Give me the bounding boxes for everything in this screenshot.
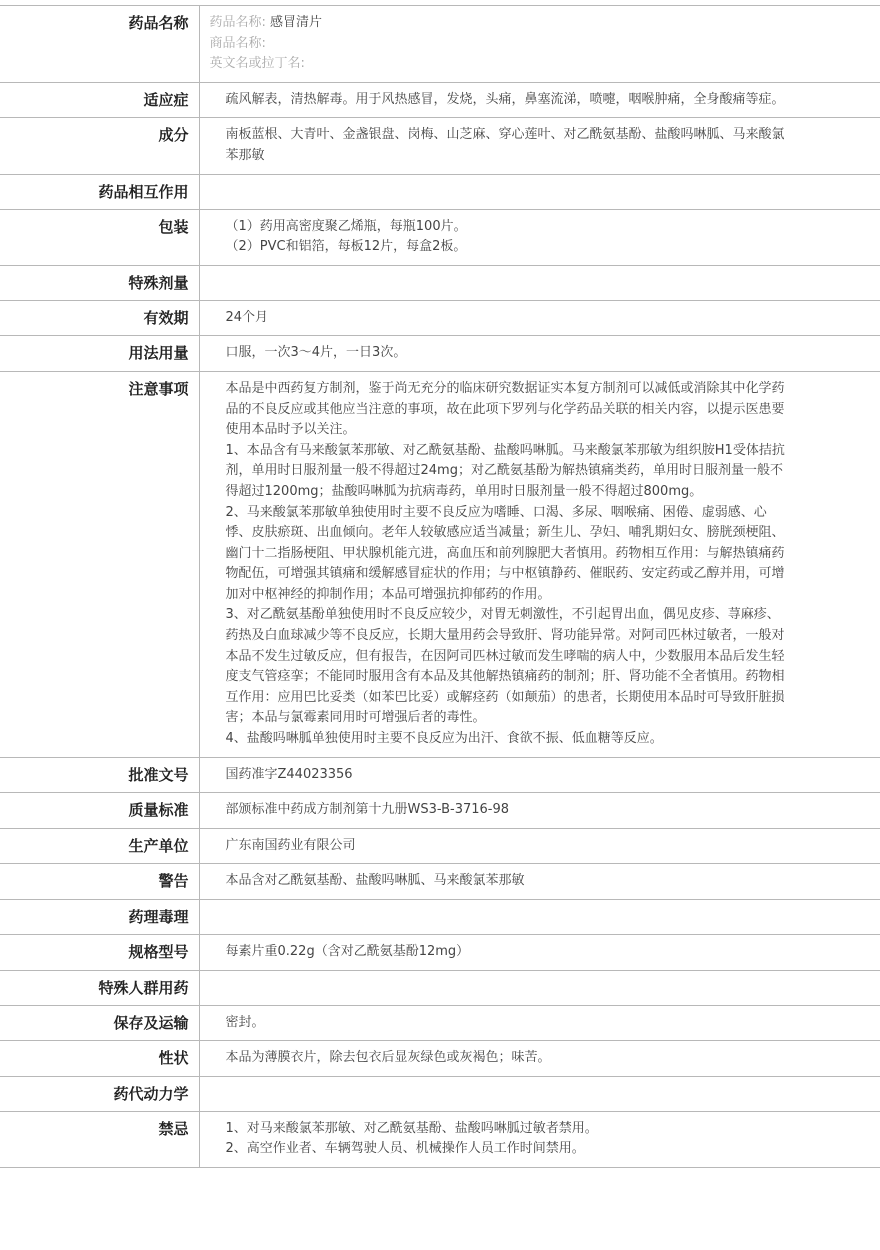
- indications-label: 适应症: [0, 82, 199, 118]
- indications-value: 疏风解表，清热解毒。用于风热感冒，发烧，头痛，鼻塞流涕，喷嚏，咽喉肿痛，全身酸痛等症。: [199, 82, 880, 118]
- appearance-label: 性状: [0, 1041, 199, 1077]
- precautions-paragraph: 2、马来酸氯苯那敏单独使用时主要不良反应为嗜睡、口渴、多尿、咽喉痛、困倦、虚弱感、心悸、皮肤瘀斑、出血倾向。老年人较敏感应适当减量；新生儿、孕妇、哺乳期妇女、膀胱颈梗阻、幽门十二指肠梗阻、甲状腺机能亢进，高血压和前列腺肥大者慎用。药物相互作用：与解热镇痛药物配伍，可增强其镇痛和缓解感冒症状的作用；与中枢镇静药、催眠药、安定药或乙醇并用，可增加对中枢神经的抑制作用；本品可增强抗抑郁药的作用。: [225, 504, 785, 602]
- approval-label: 批准文号: [0, 757, 199, 793]
- row-appearance: [0, 1041, 880, 1077]
- precautions-paragraph: 本品是中西药复方制剂，鉴于尚无充分的临床研究数据证实本复方制剂可以减低或消除其中化学药品的不良反应或其他应当注意的事项，故在此项下罗列与化学药品关联的相关内容，以提示医患要使用本品时予以关注。: [225, 380, 785, 438]
- row-storage: [0, 1005, 880, 1041]
- pharmacology-value: [199, 900, 880, 935]
- row-drug-name: [0, 6, 880, 83]
- special-dosage-label: 特殊剂量: [0, 265, 199, 300]
- warning-value: 本品含对乙酰氨基酚、盐酸吗啉胍、马来酸氯苯那敏: [199, 864, 880, 900]
- row-pharmacokinetics: [0, 1076, 880, 1111]
- row-ingredients: [0, 118, 880, 174]
- validity-label: 有效期: [0, 300, 199, 336]
- row-interactions: [0, 174, 880, 209]
- special-population-value: [199, 970, 880, 1005]
- drug-name-value: [199, 6, 880, 83]
- manufacturer-value: 广东南国药业有限公司: [199, 828, 880, 864]
- precautions-paragraph: 1、本品含有马来酸氯苯那敏、对乙酰氨基酚、盐酸吗啉胍。马来酸氯苯那敏为组织胺H1受体拮抗剂，单用时日服剂量一般不得超过24mg；对乙酰氨基酚为解热镇痛类药，单用时日服剂量一般不得超过1200mg；盐酸吗啉胍为抗病毒药，单用时日服剂量一般不得超过800mg。: [225, 442, 785, 499]
- interactions-value: [199, 174, 880, 209]
- pharmacokinetics-value: [199, 1076, 880, 1111]
- precautions-value: [199, 371, 880, 757]
- usage-label: 用法用量: [0, 336, 199, 372]
- precautions-paragraph: 3、对乙酰氨基酚单独使用时不良反应较少，对胃无刺激性，不引起胃出血，偶见皮疹、荨麻疹、药热及白血球减少等不良反应，长期大量用药会导致肝、肾功能异常。对阿司匹林过敏者，一般对本品不发生过敏反应，但有报告，在因阿司匹林过敏而发生哮喘的病人中，少数服用本品后发生轻度支气管痉挛；不能同时服用含有本品及其他解热镇痛药的制剂；肝、肾功能不全者慎用。药物相互作用：应用巴比妥类（如苯巴比妥）或解痉药（如颠茄）的患者，长期使用本品时可导致肝脏损害；本品与氯霉素同用时可增强后者的毒性。: [225, 607, 785, 726]
- row-specification: [0, 935, 880, 971]
- row-manufacturer: [0, 828, 880, 864]
- row-approval: [0, 757, 880, 793]
- drug-info-table: [0, 5, 880, 1168]
- generic-name-line: [210, 13, 791, 34]
- drug-name-label: 药品名称: [0, 6, 199, 83]
- warning-label: 警告: [0, 864, 199, 900]
- trade-name-label: 商品名称:: [209, 35, 266, 51]
- ingredients-label: 成分: [0, 118, 199, 174]
- row-validity: [0, 300, 880, 336]
- contraindications-value: [199, 1111, 880, 1167]
- special-dosage-value: [199, 265, 880, 300]
- storage-value: 密封。: [199, 1005, 880, 1041]
- standard-label: 质量标准: [0, 793, 199, 829]
- ingredients-value: 南板蓝根、大青叶、金盏银盘、岗梅、山芝麻、穿心莲叶、对乙酰氨基酚、盐酸吗啉胍、马来酸氯苯那敏: [199, 118, 880, 174]
- row-packaging: [0, 209, 880, 265]
- row-warning: [0, 864, 880, 900]
- row-standard: [0, 793, 880, 829]
- validity-value: 24个月: [199, 300, 880, 336]
- contraindications-line: 2、高空作业者、车辆驾驶人员、机械操作人员工作时间禁用。: [225, 1141, 585, 1157]
- precautions-label: 注意事项: [0, 371, 199, 757]
- contraindications-line: 1、对马来酸氯苯那敏、对乙酰氨基酚、盐酸吗啉胍过敏者禁用。: [225, 1120, 598, 1136]
- special-population-label: 特殊人群用药: [0, 970, 199, 1005]
- precautions-paragraph: 4、盐酸吗啉胍单独使用时主要不良反应为出汗、食欲不振、低血糖等反应。: [225, 731, 663, 747]
- pharmacokinetics-label: 药代动力学: [0, 1076, 199, 1111]
- generic-name-label: 药品名称:: [209, 15, 266, 30]
- contraindications-label: 禁忌: [0, 1111, 199, 1167]
- row-pharmacology: [0, 900, 880, 935]
- row-indications: [0, 82, 880, 118]
- usage-value: 口服，一次3～4片，一日3次。: [199, 336, 880, 372]
- packaging-label: 包装: [0, 209, 199, 265]
- specification-value: 每素片重0.22g（含对乙酰氨基酚12mg）: [199, 935, 880, 971]
- appearance-value: 本品为薄膜衣片，除去包衣后显灰绿色或灰褐色；味苦。: [199, 1041, 880, 1077]
- row-precautions: [0, 371, 880, 757]
- packaging-line: （1）药用高密度聚乙烯瓶，每瓶100片。: [225, 218, 467, 234]
- specification-label: 规格型号: [0, 935, 199, 971]
- row-usage: [0, 336, 880, 372]
- manufacturer-label: 生产单位: [0, 828, 199, 864]
- english-name-label: 英文名或拉丁名:: [209, 56, 305, 72]
- row-special-dosage: [0, 265, 880, 300]
- pharmacology-label: 药理毒理: [0, 900, 199, 935]
- storage-label: 保存及运输: [0, 1005, 199, 1041]
- row-special-population: [0, 970, 880, 1005]
- packaging-value: [199, 209, 880, 265]
- generic-name-value: 感冒清片: [270, 15, 323, 30]
- approval-value: 国药准字Z44023356: [199, 757, 880, 793]
- standard-value: 部颁标准中药成方制剂第十九册WS3-B-3716-98: [199, 793, 880, 829]
- packaging-line: （2）PVC和铝箔，每板12片，每盒2板。: [225, 239, 467, 255]
- interactions-label: 药品相互作用: [0, 174, 199, 209]
- row-contraindications: [0, 1111, 880, 1167]
